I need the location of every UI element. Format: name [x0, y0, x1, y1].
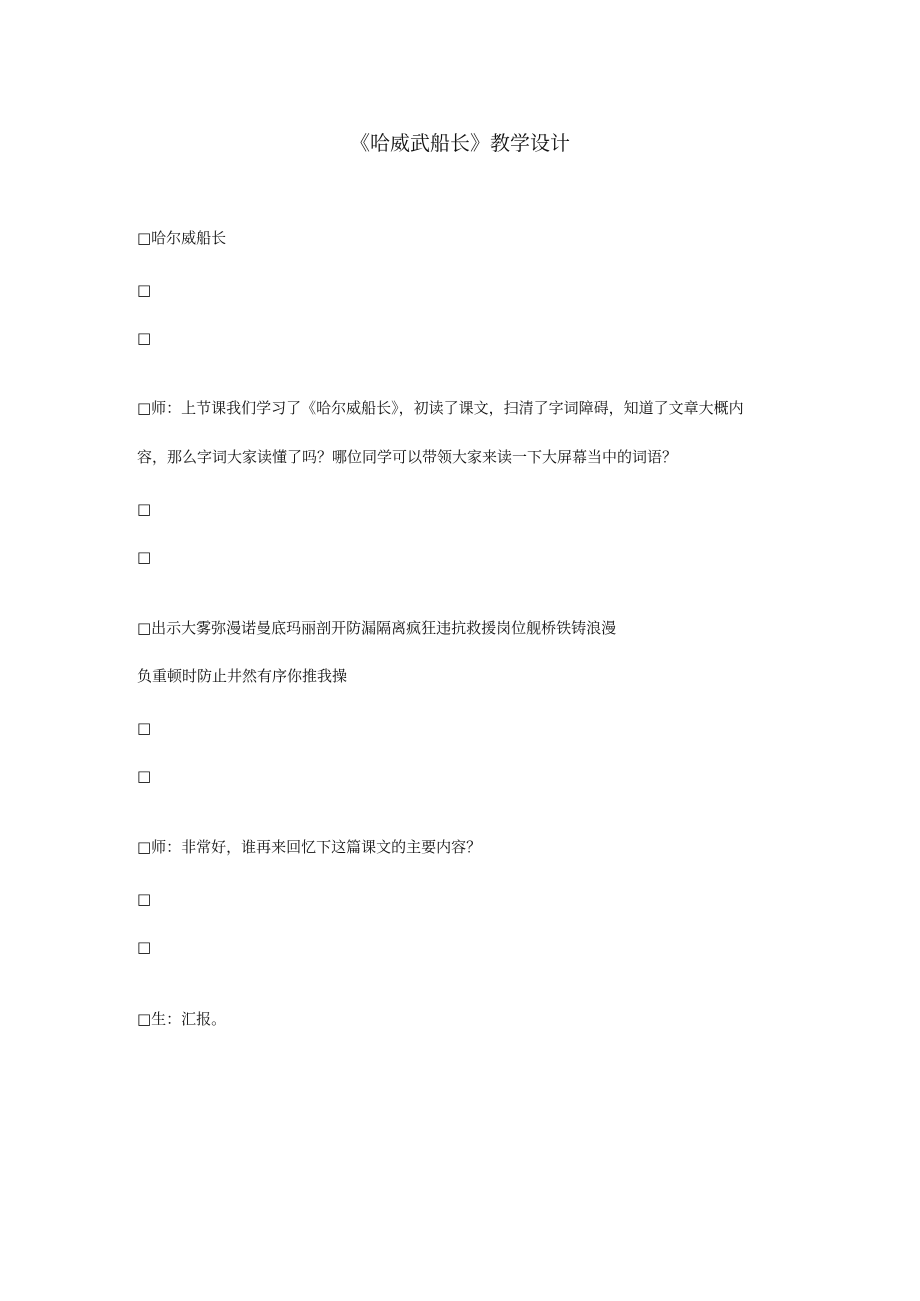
text-line: □	[137, 890, 152, 908]
text-line: □师：上节课我们学习了《哈尔威船长》，初读了课文，扫清了字词障碍，知道了文章大概内	[137, 399, 744, 417]
text-line: □	[137, 719, 152, 737]
text-line: □生：汇报。	[137, 1010, 227, 1028]
text-line: □哈尔威船长	[137, 229, 227, 247]
text-line: □出示大雾弥漫诺曼底玛丽剖开防漏隔离疯狂违抗救援岗位舰桥铁铸浪漫	[137, 619, 617, 637]
text-line: □	[137, 548, 152, 566]
text-line: □	[137, 329, 152, 347]
text-line: □	[137, 938, 152, 956]
text-line: □	[137, 767, 152, 785]
text-line: □	[137, 500, 152, 518]
text-line: 容，那么字词大家读懂了吗？哪位同学可以带领大家来读一下大屏幕当中的词语？	[137, 448, 678, 466]
text-line: 负重顿时防止井然有序你推我操	[137, 667, 348, 685]
text-line: □	[137, 281, 152, 299]
document-title: 《哈威武船长》教学设计	[350, 131, 570, 155]
text-line: □师：非常好，谁再来回忆下这篇课文的主要内容？	[137, 838, 482, 856]
